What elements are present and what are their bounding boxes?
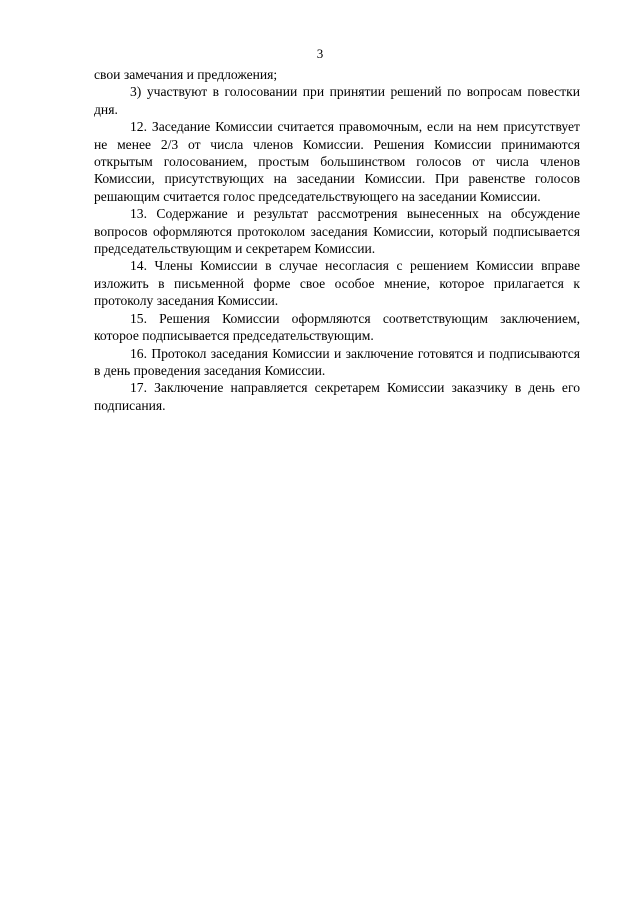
page-number: 3	[316, 46, 324, 61]
paragraph-13: 13. Содержание и результат рассмотрения вынесенных на обсуждение вопросов оформляются протоколом заседания Комиссии, который подписывается председательствующим и секретарем Комиссии.	[94, 206, 580, 257]
paragraph-continuation: свои замечания и предложения;	[94, 67, 278, 82]
paragraph-16: 16. Протокол заседания Комиссии и заключение готовятся и подписываются в день проведения заседания Комиссии.	[94, 345, 580, 378]
paragraph-14: 14. Члены Комиссии в случае несогласия с решением Комиссии вправе изложить в письменной форме свое особое мнение, которое прилагается к протоколу заседания Комиссии.	[94, 258, 580, 309]
paragraph-15: 15. Решения Комиссии оформляются соответствующим заключением, которое подписывается председательствующим.	[94, 310, 580, 344]
paragraph-12: 12. Заседание Комиссии считается правомочным, если на нем присутствует не менее 2/3 от числа членов Комиссии. Решения Комиссии принимаются открытым голосованием, простым большинством голосов от числа членов Комиссии, присутствующих на заседании Комиссии. При равенстве голосов решающим считается голос председательствующего на заседании Комиссии.	[94, 119, 580, 204]
document-body	[94, 66, 580, 414]
paragraph-item-3: 3) участвуют в голосовании при принятии решений по вопросам повестки дня.	[94, 84, 580, 117]
paragraph-17: 17. Заключение направляется секретарем Комиссии заказчику в день его подписания.	[94, 380, 580, 413]
